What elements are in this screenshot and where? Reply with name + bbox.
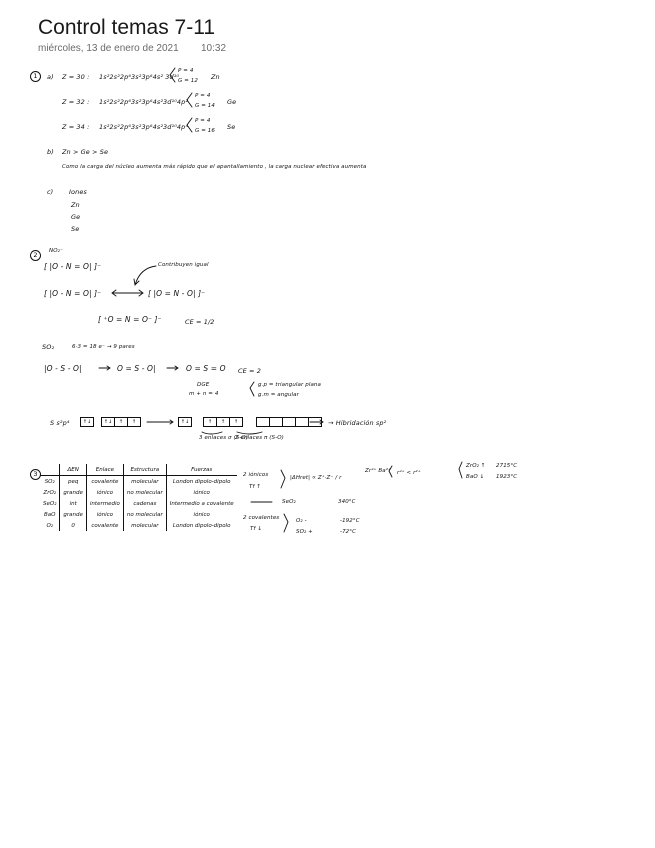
table-cell: covalente	[86, 476, 123, 488]
q1-line1-g: G = 12	[178, 78, 198, 84]
table-cell: iónico	[166, 509, 236, 520]
q1-brace-3	[187, 118, 192, 132]
q2-orbital-p-box-1: ↑↓	[102, 418, 115, 426]
q1-line3-g: G = 16	[195, 128, 215, 134]
q2-orbital-sp2-box-3: ↑	[233, 419, 239, 425]
question-1-number: 1	[30, 71, 41, 82]
q3-so2-value: -72°C	[340, 529, 357, 535]
q2-so2-count: 6·3 = 18 e⁻ → 9 pares	[72, 344, 135, 350]
q3-so2: SO₂ +	[296, 529, 313, 535]
q2-orbital-s-box: ↑↓	[82, 419, 92, 425]
q1-line2-config: 1s²2s²2p⁶3s²3p⁶4s²3d¹⁰4p²	[99, 98, 189, 106]
q3-covalent-label: 2 covalentes	[243, 515, 280, 521]
q1-line3-z: Z = 34 :	[62, 123, 90, 131]
table-cell: molecular	[123, 476, 166, 488]
table-header-cell: Estructura	[123, 464, 166, 476]
q2-so2-structure-a: |O - S - O|	[44, 364, 82, 373]
q1-line1-config: 1s²2s²2p⁶3s²3p⁶4s² 3d¹⁰	[99, 73, 180, 81]
q1-b-explanation: Como la carga del núcleo aumenta más rápido que el apantallamiento , la carga nuclear efectiva aumenta	[62, 164, 367, 170]
table-cell: grande	[60, 509, 86, 520]
q3-o2-value: -192°C	[340, 518, 360, 524]
q1-line2-element: Ge	[227, 98, 237, 106]
q2-resonance-1: [ |O - N = O| ]⁻	[44, 262, 102, 271]
q2-so2-structure-b: O = S - O|	[117, 364, 156, 373]
q3-bao-value: 1923°C	[496, 474, 518, 480]
q1-line3-config: 1s²2s²2p⁶3s²3p⁶4s²3d¹⁰4p⁴	[99, 123, 189, 131]
q2-orbital-p-box-3: ↑	[131, 419, 137, 425]
q2-resonance-3: [ |O = N - O| ]⁻	[148, 289, 206, 298]
table-cell: covalente	[86, 520, 123, 531]
q3-bao: BaO ↓	[466, 474, 485, 480]
table-cell: no molecular	[123, 509, 166, 520]
question-3-number: 3	[30, 469, 41, 480]
table-header-cell: Enlace	[86, 464, 123, 476]
q1-c-head: Iones	[69, 188, 87, 196]
table-cell: BaO	[43, 511, 56, 518]
q2-orbital-s-hyb-box: ↑↓	[180, 419, 190, 425]
q2-hybridization: → Hibridación sp²	[328, 419, 387, 427]
question-2-number: 2	[30, 250, 41, 261]
q2-resonance-hybrid: [ ⁺O = N = O⁻ ]⁻	[98, 315, 162, 324]
q3-zr-brace	[389, 466, 392, 477]
table-cell: SO₂	[44, 478, 55, 485]
table-cell: Intermedio a covalente	[166, 498, 236, 509]
q2-contrib-note: Contribuyen igual	[158, 262, 209, 268]
q1-a-label: a)	[47, 73, 54, 81]
q2-orbital-sp2-box-2: ↑	[217, 418, 230, 426]
q3-lattice-formula: |ΔHret| ∝ Z⁺·Z⁻ / r	[290, 475, 342, 481]
table-cell: peq	[60, 476, 86, 488]
q2-geo-brace	[250, 382, 254, 396]
table-cell: SeO₂	[43, 500, 57, 507]
q2-pi-bonds: 2 enlaces π (S-O)	[235, 435, 284, 441]
q1-line2-p: P = 4	[195, 93, 211, 99]
q3-zro2: ZrO₂ ↑	[466, 463, 486, 469]
table-cell: cadenas	[123, 498, 166, 509]
q2-so2-structure-c: O = S = O	[186, 364, 226, 373]
table-cell: ZrO₂	[43, 489, 56, 496]
q1-c-item-zn: Zn	[71, 201, 80, 209]
q2-dge: DGE	[197, 382, 210, 388]
q1-brace-1	[170, 68, 175, 82]
table-cell: iónico	[86, 487, 123, 498]
q2-contrib-arrow	[134, 266, 156, 285]
q2-orbital-p-box-2: ↑	[115, 418, 128, 426]
q2-pi-brace	[237, 432, 262, 434]
q1-c-item-ge: Ge	[71, 213, 81, 221]
q2-s-config: S s²p⁴	[50, 419, 70, 427]
q2-so2-label: SO₂	[42, 343, 55, 351]
q2-orbital-sp2-box-1: ↑	[204, 418, 217, 426]
q1-line1-z: Z = 30 :	[62, 73, 90, 81]
q2-resonance-2: [ |O - N = O| ]⁻	[44, 289, 102, 298]
q1-line3-element: Se	[227, 123, 236, 131]
q2-so2-arrow-1	[99, 366, 110, 370]
q2-geo-plane: g.p = triangular plana	[258, 382, 321, 388]
q2-double-arrow	[112, 290, 143, 296]
q1-b-order: Zn > Ge > Se	[62, 148, 109, 156]
table-cell: no molecular	[123, 487, 166, 498]
q1-line1-p: P = 4	[178, 68, 194, 74]
q3-tf-up: Tf ↑	[249, 484, 262, 490]
q1-line1-element: Zn	[211, 73, 220, 81]
q2-so2-arrow-2	[167, 366, 178, 370]
table-cell: London dipolo-dipolo	[166, 520, 236, 531]
page-time: 10:32	[201, 43, 227, 54]
q1-line2-g: G = 14	[195, 103, 215, 109]
table-cell: molecular	[123, 520, 166, 531]
q3-result-brace	[459, 462, 462, 478]
q3-zro2-value: 2715°C	[496, 463, 518, 469]
table-cell: London dipolo-dipolo	[166, 476, 236, 488]
q3-ionic-label: 2 iónicos	[243, 472, 269, 478]
table-cell: int	[60, 498, 86, 509]
q2-mn: m + n = 4	[189, 391, 219, 397]
q3-seo2-value: 340°C	[338, 499, 356, 505]
q2-geo-molecular: g.m = angular	[258, 392, 299, 398]
q3-cations: Zr⁴⁺ Ba²⁺	[365, 468, 392, 474]
q2-ion-label: NO₂⁻	[49, 248, 63, 254]
table-cell: iónico	[166, 487, 236, 498]
q3-ionic-brace	[281, 470, 285, 488]
q3-seo2: SeO₂	[282, 499, 296, 505]
q3-tf-down: Tf ↓	[250, 526, 263, 532]
q1-c-label: c)	[47, 188, 54, 196]
table-cell: intermedio	[86, 498, 123, 509]
q1-c-item-se: Se	[71, 225, 80, 233]
page-date: miércoles, 13 de enero de 2021	[38, 43, 179, 54]
q1-line2-z: Z = 32 :	[62, 98, 90, 106]
table-cell: 0	[60, 520, 86, 531]
q2-ce2: CE = 2	[238, 367, 261, 375]
q2-ce1: CE = 1/2	[185, 318, 215, 326]
page-title: Control temas 7-11	[38, 16, 216, 39]
table-header-cell: ΔEN	[60, 464, 86, 476]
q1-b-label: b)	[47, 148, 54, 156]
table-cell: iónico	[86, 509, 123, 520]
q2-sigma-brace	[202, 432, 222, 434]
table-cell: O₂	[46, 522, 53, 529]
q3-covalent-brace	[284, 514, 288, 532]
table-header-cell: Fuerzas	[166, 464, 236, 476]
q2-sigma-bonds: 3 enlaces σ (S-O)	[199, 435, 249, 441]
q3-radius-compare: r⁴⁺ < r²⁺	[397, 470, 421, 476]
table-cell: grande	[60, 487, 86, 498]
q2-hyb-arrow	[310, 420, 323, 424]
q3-o2: O₂ -	[296, 518, 307, 524]
q1-line3-p: P = 4	[195, 118, 211, 124]
q1-brace-2	[187, 93, 192, 107]
q2-orbital-arrow	[147, 420, 173, 424]
